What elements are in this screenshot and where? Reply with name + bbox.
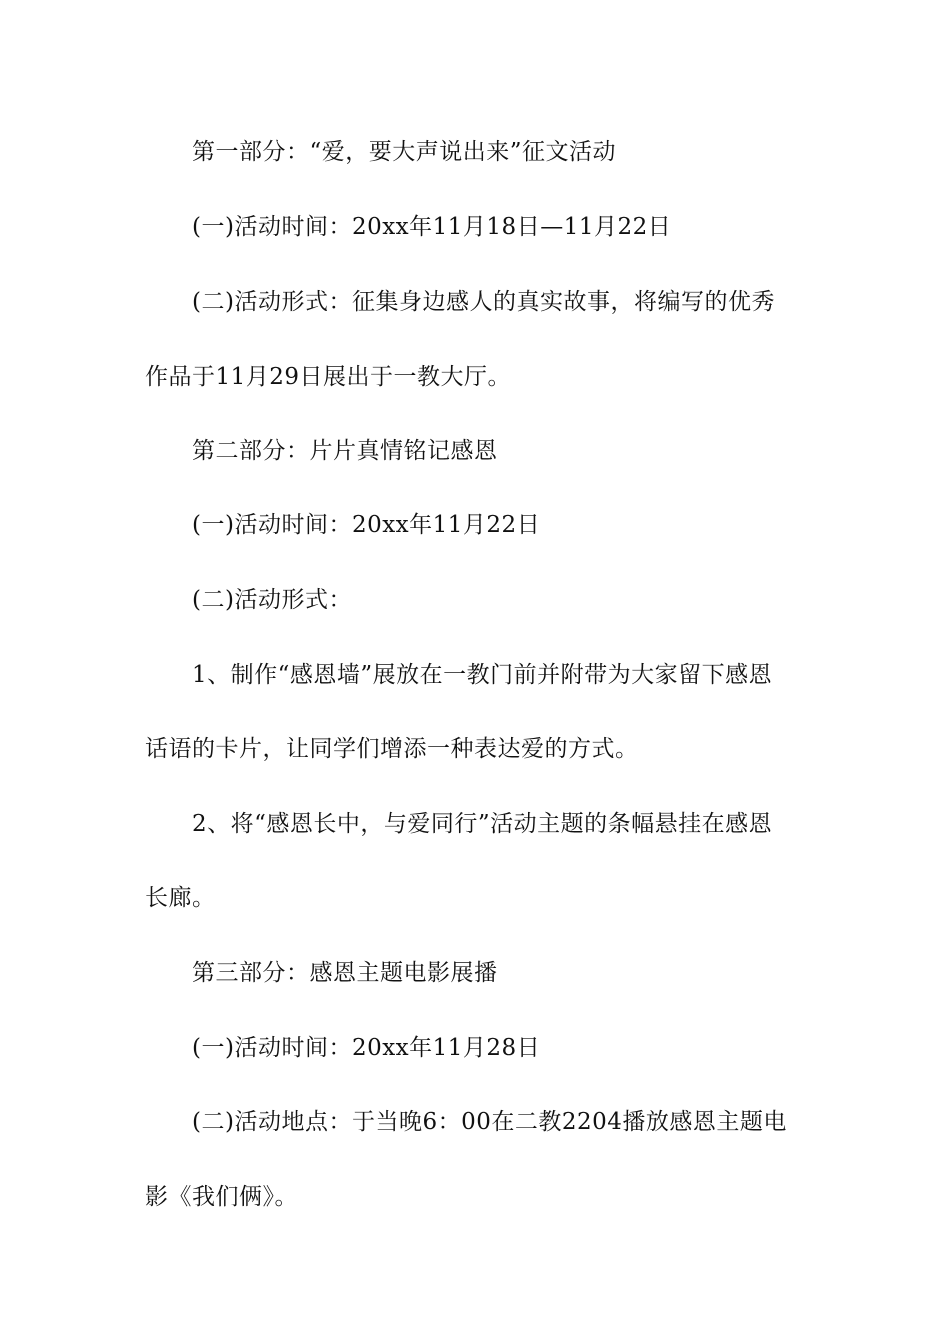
section-2-heading: 第二部分：片片真情铭记感恩 [192,438,498,464]
section-2-item-2-line-2: 长廊。 [145,885,216,911]
section-1-form-line-2: 作品于11月29日展出于一教大厅。 [145,364,512,390]
section-2-form-label: (二)活动形式： [192,587,352,613]
section-1-heading: 第一部分：“爱，要大声说出来”征文活动 [192,139,617,165]
section-1-time: (一)活动时间：20xx年11月18日—11月22日 [192,214,672,240]
section-2-item-1-line-2: 话语的卡片，让同学们增添一种表达爱的方式。 [145,736,639,762]
section-2-item-1-line-1: 1、制作“感恩墙”展放在一教门前并附带为大家留下感恩 [192,662,773,688]
section-3-heading: 第三部分：感恩主题电影展播 [192,960,498,986]
section-3-location-line-1: (二)活动地点：于当晚6：00在二教2204播放感恩主题电 [192,1109,787,1135]
section-2-item-2-line-1: 2、将“感恩长中，与爱同行”活动主题的条幅悬挂在感恩 [192,811,773,837]
section-1-form-line-1: (二)活动形式：征集身边感人的真实故事，将编写的优秀 [192,289,775,315]
section-3-time: (一)活动时间：20xx年11月28日 [192,1035,541,1061]
section-3-location-line-2: 影《我们俩》。 [145,1184,298,1210]
section-2-time: (一)活动时间：20xx年11月22日 [192,512,541,538]
